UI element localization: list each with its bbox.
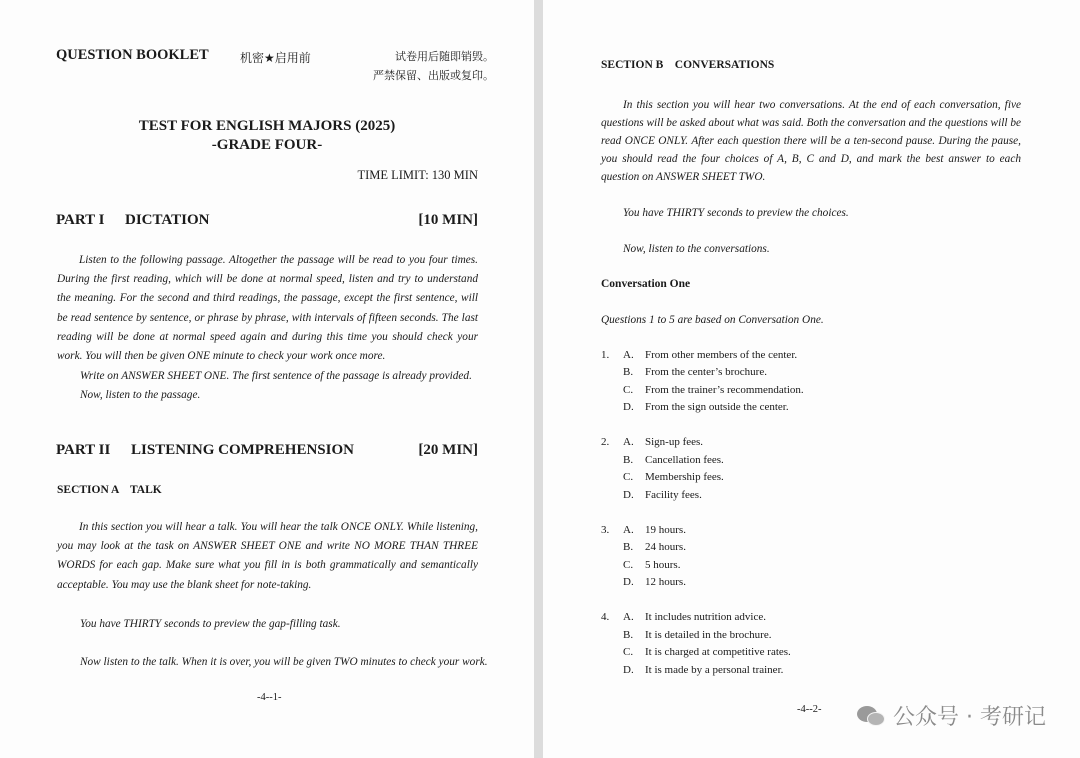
part2-title: LISTENING COMPREHENSION: [131, 442, 354, 458]
part1-instructions: Listen to the following passage. Altogether the passage will be read to you four times. During the first reading, which will be done at normal speed, listen and try to understand the meaning. For the second and third readings, the passage, except the first sentence, will be read sentence by sentence, or phrase by phrase, with intervals of fifteen seconds. The last reading will be done at normal speed again and during this time you should check your work. You will then be given ONE minute to check your work once more.: [57, 254, 478, 363]
page-number-right: -4--2-: [797, 704, 822, 715]
test-title: TEST FOR ENGLISH MAJORS (2025): [138, 118, 396, 134]
test-grade: -GRADE FOUR-: [211, 137, 323, 153]
option-letter: A.: [623, 611, 634, 623]
option-text: Facility fees.: [645, 489, 702, 501]
secret-note-1: 试卷用后随即销毁。: [395, 50, 494, 63]
section-b-preview: You have THIRTY seconds to preview the choices.: [623, 207, 849, 219]
booklet-label: QUESTION BOOKLET: [56, 47, 209, 63]
option-letter: C.: [623, 646, 634, 658]
option-text: 19 hours.: [645, 524, 686, 536]
option-text: From other members of the center.: [645, 349, 798, 361]
part1-time: [10 MIN]: [418, 212, 478, 228]
option-text: Sign-up fees.: [645, 436, 704, 448]
time-limit: TIME LIMIT: 130 MIN: [357, 168, 478, 182]
section-a-listen: Now listen to the talk. When it is over, you will be given TWO minutes to check your work.: [80, 656, 488, 668]
question-number: 2.: [601, 436, 610, 448]
page-left: [0, 0, 534, 758]
part2-number: PART II: [56, 442, 111, 458]
option-letter: A.: [623, 524, 634, 536]
page-right: [543, 0, 1080, 758]
option-text: It includes nutrition advice.: [645, 611, 766, 623]
section-a-instructions: In this section you will hear a talk. You will hear the talk ONCE ONLY. While listening, you may look at the task on ANSWER SHEET ONE and write NO MORE THAN THREE WORDS for each gap. Make sure what you fill in is both grammatically and semantically acceptable. You may use the blank sheet for note-taking.: [57, 521, 478, 591]
option-text: 24 hours.: [645, 541, 686, 553]
part1-listen: Now, listen to the passage.: [80, 389, 201, 401]
option-letter: B.: [623, 629, 634, 641]
option-letter: A.: [623, 436, 634, 448]
option-letter: C.: [623, 471, 634, 483]
section-b-listen: Now, listen to the conversations.: [623, 243, 770, 255]
option-text: Membership fees.: [645, 471, 724, 483]
option-text: 12 hours.: [645, 576, 686, 588]
secret-mark: 机密★启用前: [240, 51, 311, 65]
part1-title: DICTATION: [125, 212, 210, 228]
section-b-heading: SECTION B CONVERSATIONS: [601, 59, 775, 71]
questions-note: Questions 1 to 5 are based on Conversation One.: [601, 314, 824, 326]
conversation-title: Conversation One: [601, 278, 691, 290]
section-a-heading: SECTION A TALK: [57, 484, 162, 496]
option-text: Cancellation fees.: [645, 454, 724, 466]
option-text: It is charged at competitive rates.: [645, 646, 791, 658]
option-text: From the center’s brochure.: [645, 366, 767, 378]
option-letter: D.: [623, 576, 634, 588]
part2-time: [20 MIN]: [418, 442, 478, 458]
watermark: [857, 700, 1046, 731]
option-text: From the trainer’s recommendation.: [645, 384, 804, 396]
option-text: From the sign outside the center.: [645, 401, 789, 413]
section-a-preview: You have THIRTY seconds to preview the gap-filling task.: [80, 618, 341, 630]
wechat-icon: [857, 704, 887, 728]
option-letter: D.: [623, 489, 634, 501]
option-letter: B.: [623, 541, 634, 553]
option-text: It is made by a personal trainer.: [645, 664, 784, 676]
question-number: 3.: [601, 524, 610, 536]
page-number-left: -4--1-: [257, 692, 282, 703]
option-letter: D.: [623, 401, 634, 413]
question-number: 1.: [601, 349, 610, 361]
watermark-text: 公众号 · 考研记: [893, 705, 1046, 730]
option-letter: B.: [623, 366, 634, 378]
option-text: It is detailed in the brochure.: [645, 629, 772, 641]
option-letter: B.: [623, 454, 634, 466]
secret-note-2: 严禁保留、出版或复印。: [373, 69, 494, 82]
option-letter: D.: [623, 664, 634, 676]
option-text: 5 hours.: [645, 559, 681, 571]
part1-write-on: Write on ANSWER SHEET ONE. The first sentence of the passage is already provided.: [80, 370, 472, 382]
question-number: 4.: [601, 611, 610, 623]
option-letter: C.: [623, 559, 634, 571]
section-b-instructions: In this section you will hear two conversations. At the end of each conversation, five questions will be asked about what was said. Both the conversation and the questions will be read ONCE ONLY. After each question there will be a ten-second pause. During the pause, you should read the four choices of A, B, C and D, and mark the best answer to each question on ANSWER SHEET TWO.: [601, 99, 1021, 183]
option-letter: C.: [623, 384, 634, 396]
part1-number: PART I: [56, 212, 105, 228]
option-letter: A.: [623, 349, 634, 361]
